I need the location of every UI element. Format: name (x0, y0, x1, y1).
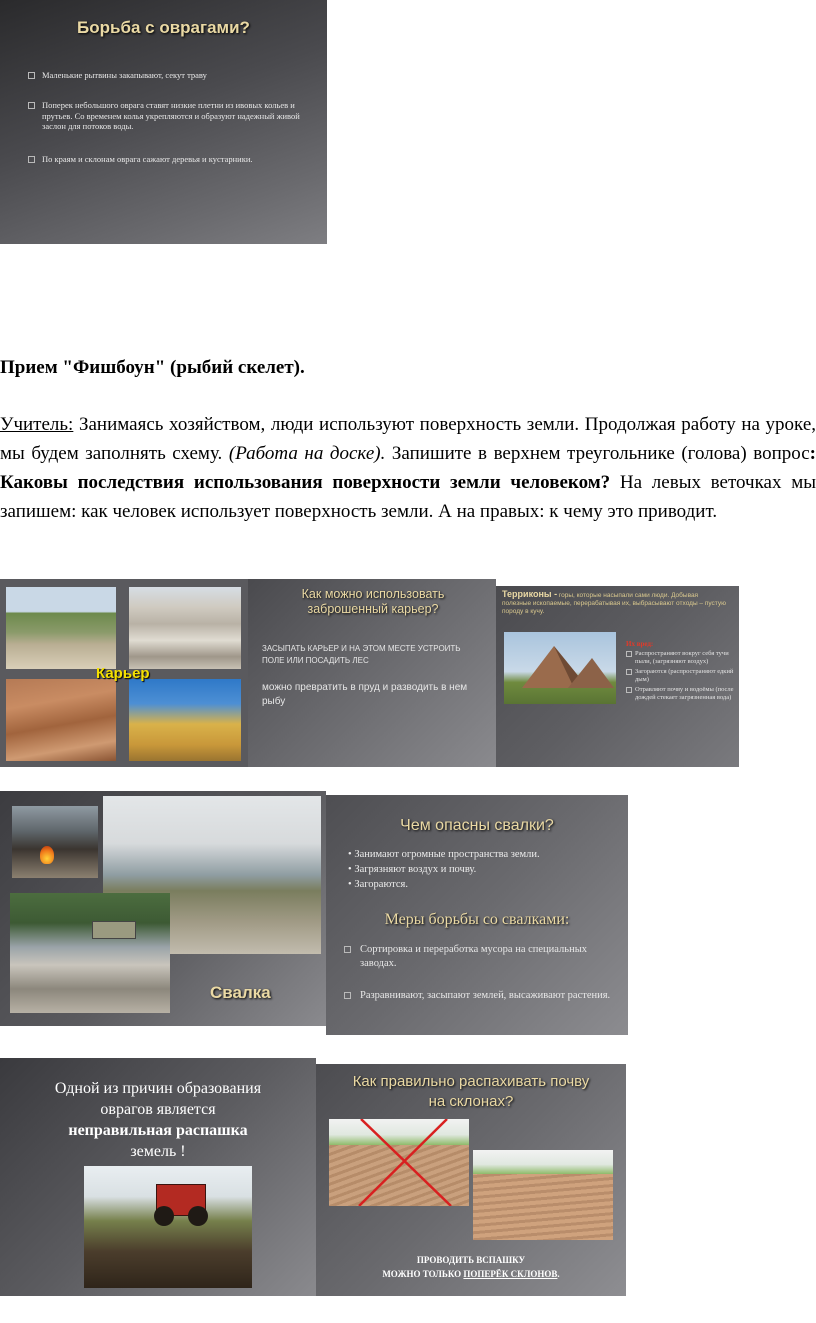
danger-list (348, 847, 618, 892)
quarry-text: можно превратить в пруд и разводить в нем рыбу (262, 682, 468, 707)
tractor-photo (84, 1166, 252, 1288)
harm-list (626, 650, 734, 702)
paragraph-text: На левых веточках мы запишем: как человек использует поверхность земли. А на правых: к чему это приводит. (0, 472, 816, 522)
terrikon-definition (502, 590, 727, 616)
quarry-caps-text: ЗАСЫПАТЬ КАРЬЕР И НА ЭТОМ МЕСТЕ УСТРОИТЬ ПОЛЕ ИЛИ ПОСАДИТЬ ЛЕС (262, 644, 461, 665)
teacher-paragraph (0, 410, 816, 526)
tractor-wheel (188, 1206, 208, 1226)
terrikon-photo (504, 632, 616, 704)
rule-line: МОЖНО ТОЛЬКО ПОПЕРЁК СКЛОНОВ. (382, 1269, 560, 1279)
terrikon-pyramids (504, 632, 616, 704)
paragraph-text: Запишите в верхнем треугольнике (голова) вопрос (385, 443, 810, 464)
bullet-item: Поперек небольшого оврага ставят низкие плетни из ивовых кольев и прутьев. Со временем колья укрепляются и образуют надежный живой заслон для потоков воды. (28, 100, 313, 132)
cause-bold: неправильная распашка (68, 1122, 248, 1139)
section-heading: Прием "Фишбоун" (рыбий скелет). (0, 357, 305, 378)
field-sky (473, 1150, 613, 1174)
landfill-label: Свалка (210, 983, 271, 1002)
bullet-item: Маленькие рытвины закапывают, секут траву (28, 70, 313, 81)
danger-item: • Загораются. (348, 879, 408, 890)
cause-line: земель ! (130, 1143, 186, 1160)
quarry-photo (6, 679, 116, 761)
paragraph-bold: : Каковы последствия использования поверхности земли человеком? (0, 443, 816, 493)
quarry-collage (0, 579, 248, 767)
terrikon-intro: горы, которые насыпали сами люди. Добывая полезные ископаемые, перерабатывая их, выбрасывают отходы – пустую породу в кучу. (502, 592, 726, 615)
fire-icon (40, 846, 54, 864)
paragraph-text: Занимаясь хозяйством, люди используют поверхность земли. Продолжая работу на уроке, мы будем заполнять схему. (0, 414, 816, 464)
slide-title: Чем опасны свалки? (400, 817, 554, 834)
danger-item: • Занимают огромные пространства земли. (348, 849, 540, 860)
paragraph-italic: (Работа на доске). (228, 443, 386, 464)
harm-item: Отравляют почву и водоёмы (после дождей стекает загрязненная вода) (626, 686, 734, 702)
harm-label: Их вред: (626, 640, 654, 648)
slide-title: Как правильно распахивать почву на склонах? (352, 1073, 590, 1110)
wrong-plowing-photo (329, 1119, 469, 1206)
harm-item: Распространяют вокруг себя тучи пыли, (загрязняют воздух) (626, 650, 734, 666)
quarry-photo (129, 679, 241, 761)
truck-icon (92, 921, 136, 939)
landfill-photo (12, 806, 98, 878)
slide-ravine-control (0, 0, 327, 244)
landfill-photo (10, 893, 170, 1013)
slide-landfill-danger (326, 795, 628, 1035)
slide-terrikons (496, 586, 739, 767)
slide-abandoned-quarry (248, 579, 496, 767)
terrikon-title: Терриконы - (502, 589, 558, 599)
rule-line: ПРОВОДИТЬ ВСПАШКУ (416, 1255, 526, 1265)
cause-line: оврагов является (100, 1101, 216, 1118)
slide-slope-plowing (316, 1064, 626, 1296)
slide-title: Как можно использовать заброшенный карьер? (301, 587, 445, 616)
quarry-photo (6, 587, 116, 669)
danger-item: • Загрязняют воздух и почву. (348, 864, 477, 875)
harm-item: Загораются (распространяют едкий дым) (626, 668, 734, 684)
cause-text (0, 1078, 316, 1162)
tractor-wheel (154, 1206, 174, 1226)
right-plowing-photo (473, 1150, 613, 1240)
quarry-label: Карьер (96, 665, 150, 682)
teacher-label: Учитель: (0, 414, 74, 435)
measure-item: Сортировка и переработка мусора на специальных заводах. (344, 943, 594, 971)
measure-item: Разравнивают, засыпают землей, высаживают растения. (344, 989, 614, 1003)
cause-line: Одной из причин образования (54, 1080, 262, 1097)
slide-title: Борьба с оврагами? (77, 18, 250, 37)
landfill-collage (0, 791, 326, 1026)
quarry-photo (129, 587, 241, 669)
bullet-item: По краям и склонам оврага сажают деревья и кустарники. (28, 154, 313, 165)
slide-ravine-cause (0, 1058, 316, 1296)
measures-title: Меры борьбы со свалками: (384, 911, 570, 928)
cross-icon (329, 1119, 469, 1206)
plowing-rule (316, 1253, 626, 1281)
